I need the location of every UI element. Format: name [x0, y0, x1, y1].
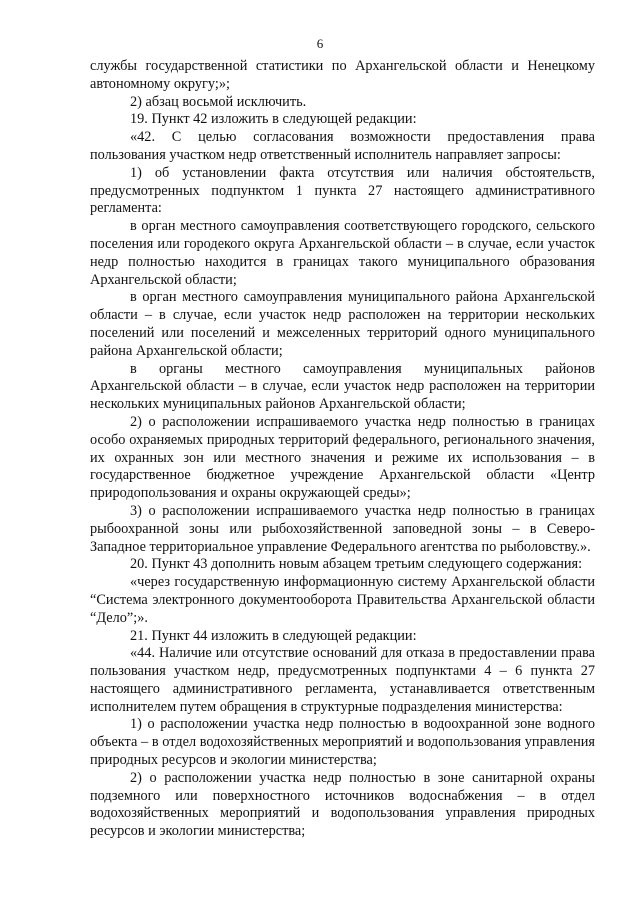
- paragraph-item-20: 20. Пункт 43 дополнить новым абзацем третьим следующего содержания:: [130, 556, 583, 573]
- paragraph-clause-42-sub-1: 1) об установлении факта отсутствия или наличия обстоятельств, предусмотренных подпунктом 1 пункта 27 настоящего административного регламента:: [90, 164, 595, 217]
- paragraph-local-authorities-districts: в органы местного самоуправления муниципальных районов Архангельской области – в случае, если участок недр расположен на территории нескольких муниципальных районов Архангельской области;: [90, 360, 595, 413]
- document-body: [90, 58, 595, 841]
- paragraph-local-authority-settlement: в орган местного самоуправления соответствующего городского, сельского поселения или городекого округа Архангельской области – в случае, если участок недр полностью находится в границах такого муниципального образования Архангельской области;: [90, 218, 595, 288]
- paragraph-clause-42-sub-3: 3) о расположении испрашиваемого участка недр полностью в границах рыбоохранной зоны или рыбохозяйственной заповедной зоны – в Северо-Западное территориальное управление Федерального агентства по рыболовству.».: [90, 502, 595, 555]
- page-number: 6: [316, 36, 324, 51]
- paragraph-clause-44-sub-2: 2) о расположении участка недр полностью в зоне санитарной охраны подземного или поверхностного источников водоснабжения – в отдел водохозяйственных мероприятий и водопользования управления природных ресурсов и экологии министерства;: [90, 769, 595, 840]
- paragraph-item-19: 19. Пункт 42 изложить в следующей редакции:: [130, 111, 417, 128]
- paragraph-local-authority-district: в орган местного самоуправления муниципального района Архангельской области – в случае, если участок недр расположен на территории нескольких поселений или поселений и межселенных территорий одного муниципального района Архангельской области;: [90, 289, 595, 359]
- paragraph-item-2-exclude: 2) абзац восьмой исключить.: [130, 93, 307, 110]
- paragraph-clause-42-sub-2: 2) о расположении испрашиваемого участка недр полностью в границах особо охраняемых природных территорий федерального, регионального значения, их охранных зон или местного значения и режиме их использования – в государственное бюджетное учреждение Архангельской области «Центр природопользования и охраны окружающей среды»;: [90, 413, 595, 502]
- paragraph-clause-44: «44. Наличие или отсутствие оснований для отказа в предоставлении права пользования участком недр, предусмотренных подпунктами 4 – 6 пункта 27 настоящего административного регламента, устанавливается ответственным исполнителем путем обращения в структурные подразделения министерства:: [90, 645, 595, 715]
- paragraph-clause-44-sub-1: 1) о расположении участка недр полностью в водоохранной зоне водного объекта – в отдел водохозяйственных мероприятий и водопользования управления природных ресурсов и экологии министерства;: [90, 716, 595, 769]
- paragraph-statistics-continuation: службы государственной статистики по Архангельской области и Ненецкому автономному округу;»;: [90, 58, 595, 92]
- paragraph-clause-42: «42. С целью согласования возможности предоставления права пользования участком недр ответственный исполнитель направляет запросы:: [90, 129, 595, 163]
- paragraph-clause-43-addition: «через государственную информационную систему Архангельской области “Система электронного документооборота Правительства Архангельской области “Дело”;».: [90, 574, 595, 626]
- paragraph-item-21: 21. Пункт 44 изложить в следующей редакции:: [130, 627, 417, 644]
